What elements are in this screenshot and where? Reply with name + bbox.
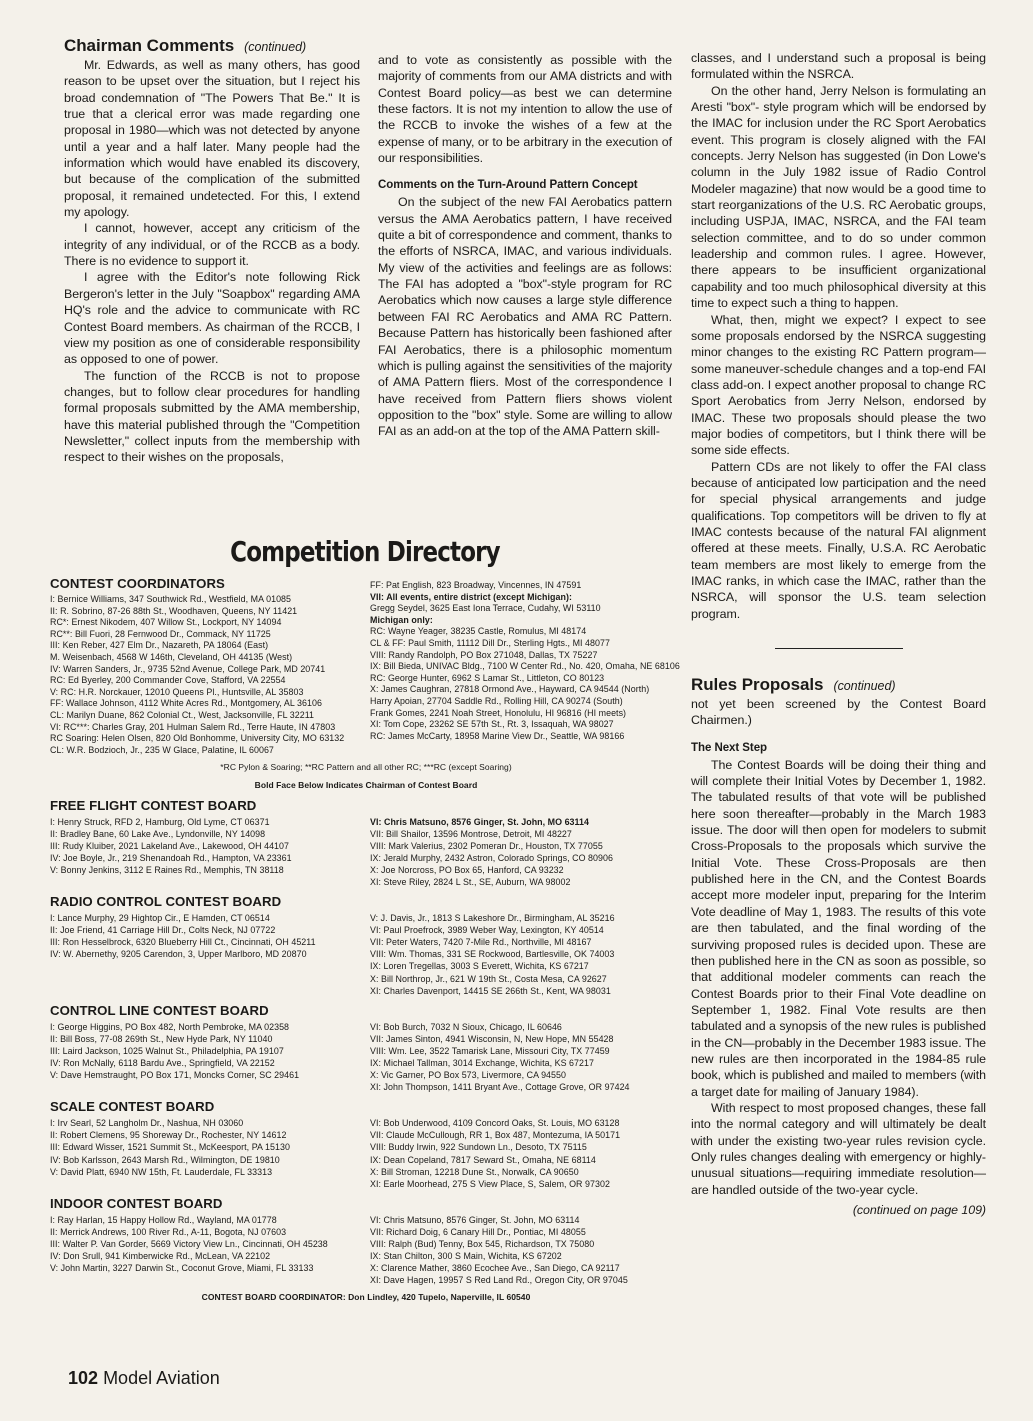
contest-board-section <box>50 894 682 997</box>
col1-paragraphs <box>64 57 360 466</box>
directory-entry: XI: Tom Cope, 23262 SE 57th St., Rt. 3, Issaquah, WA 98027 <box>370 719 614 730</box>
paragraph: classes, and I understand such a proposal is being formulated within the NSRCA. <box>691 51 986 82</box>
directory-entry: IV: Don Srull, 941 Kimberwicke Rd., McLean, VA 22102 <box>50 1251 271 1262</box>
section-heading: RADIO CONTROL CONTEST BOARD <box>50 894 282 910</box>
contest-board-section <box>50 1196 682 1287</box>
directory-entry: IX: Loren Tregellas, 3003 S Everett, Wichita, KS 67217 <box>370 961 589 972</box>
directory-entry: III: Laird Jackson, 1025 Walnut St., Philadelphia, PA 19107 <box>50 1045 284 1056</box>
contest-board-section <box>50 798 682 889</box>
directory-entry: X: Clarence Mather, 3860 Ecochee Ave., San Diego, CA 92117 <box>370 1263 620 1274</box>
column-1 <box>64 36 360 466</box>
directory-entry: I: Lance Murphy, 29 Hightop Cir., E Hamden, CT 06514 <box>50 913 270 924</box>
rules-paragraphs <box>691 757 986 1198</box>
directory-entry: VI: Bob Burch, 7032 N Sioux, Chicago, IL 60646 <box>370 1021 562 1032</box>
directory-entry: III: Ken Reber, 427 Elm Dr., Nazareth, PA 18064 (East) <box>50 640 269 651</box>
directory-entry: VI: Bob Underwood, 4109 Concord Oaks, St. Louis, MO 63128 <box>370 1118 620 1129</box>
directory-entry: RC: James McCarty, 18958 Marine View Dr., Seattle, WA 98166 <box>370 730 625 741</box>
directory-entry: X: Bill Northrop, Jr., 621 W 19th St., Costa Mesa, CA 92627 <box>370 973 607 984</box>
directory-entry: III: Rudy Kluiber, 2021 Lakeland Ave., Lakewood, OH 44107 <box>50 840 290 851</box>
directory-entry: II: Merrick Andrews, 100 River Rd., A-11, Bogota, NJ 07603 <box>50 1226 287 1237</box>
directory-entry: VII: Richard Doig, 6 Canary Hill Dr., Pontiac, MI 48055 <box>370 1226 586 1237</box>
directory-entry: I: Bernice Williams, 347 Southwick Rd., Westfield, MA 01085 <box>50 594 292 604</box>
turnaround-subheading: Comments on the Turn-Around Pattern Concept <box>378 179 638 192</box>
directory-entry: IX: Jerald Murphy, 2432 Astron, Colorado Springs, CO 80906 <box>370 852 613 863</box>
directory-entry: I: Irv Searl, 52 Langholm Dr., Nashua, NH 03060 <box>50 1118 244 1129</box>
directory-entry: I: Henry Struck, RFD 2, Hamburg, Old Lyme, CT 06371 <box>50 816 270 827</box>
directory-entry: VII: All events, entire district (except Michigan): <box>370 591 572 602</box>
directory-entry: V: RC: H.R. Norckauer, 12010 Queens Pl., Huntsville, AL 35803 <box>50 686 304 697</box>
section-heading: INDOOR CONTEST BOARD <box>50 1195 223 1211</box>
contest-board-section <box>50 1003 682 1094</box>
directory-entry: VIII: Buddy Irwin, 922 Sundown Ln., Desoto, TX 75115 <box>370 1142 587 1153</box>
next-step-subheading: The Next Step <box>691 741 768 754</box>
directory-entry: VI: Chris Matsuno, 8576 Ginger, St. John, MO 63114 <box>370 816 590 827</box>
contest-boards <box>50 798 682 1287</box>
coordinators-right <box>370 580 682 742</box>
directory-entry: IX: Bill Bieda, UNIVAC Bldg., 7100 W Center Rd., No. 420, Omaha, NE 68106 <box>370 661 680 672</box>
competition-directory <box>50 576 682 1310</box>
directory-entry: I: Ray Harlan, 15 Happy Hollow Rd., Wayland, MA 01778 <box>50 1214 277 1225</box>
directory-entry: V: John Martin, 3227 Darwin St., Coconut Grove, Miami, FL 33133 <box>50 1263 314 1274</box>
competition-directory-title: Competition Directory <box>230 535 500 568</box>
directory-entry: VII: Peter Waters, 7420 7-Mile Rd., Northville, MI 48167 <box>370 937 592 948</box>
coordinators-left <box>50 594 362 756</box>
paragraph: I cannot, however, accept any criticism of the integrity of any individual, or of the RCCB as a body. There is no evidence to support it. <box>64 221 360 269</box>
directory-entry: X: James Caughran, 27818 Ormond Ave., Hayward, CA 94544 (North) <box>370 684 650 695</box>
contest-board-coordinator: CONTEST BOARD COORDINATOR: Don Lindley, 420 Tupelo, Naperville, IL 60540 <box>201 1292 531 1303</box>
directory-entry: IX: Michael Tallman, 3014 Exchange, Wichita, KS 67217 <box>370 1058 594 1068</box>
directory-entry: VII: Claude McCullough, RR 1, Box 487, Montezuma, IA 50171 <box>370 1130 621 1141</box>
directory-entry: VIII: Mark Valerius, 2302 Pomeran Dr., Houston, TX 77055 <box>370 840 603 851</box>
directory-entry: Michigan only: <box>370 614 433 625</box>
directory-entry: XI: John Thompson, 1411 Bryant Ave., Cottage Grove, OR 97424 <box>370 1082 630 1093</box>
paragraph: not yet been screened by the Contest Board Chairmen.) <box>691 697 986 728</box>
column-3 <box>691 50 986 1218</box>
directory-entry: IV: W. Abernethy, 9205 Carendon, 3, Upper Marlboro, MD 20870 <box>50 949 307 960</box>
directory-entry: VII: James Sinton, 4941 Wisconsin, N, New Hope, MN 55428 <box>370 1033 614 1044</box>
directory-entry: VI: RC***: Charles Gray, 201 Hulman Salem Rd., Terre Haute, IN 47803 <box>50 721 336 732</box>
directory-entry: X: Bill Stroman, 12218 Dune St., Norwalk, CA 90650 <box>370 1166 579 1177</box>
directory-entry: IV: Warren Sanders, Jr., 9735 52nd Avenue, College Park, MD 20741 <box>50 663 326 674</box>
magazine-name: Model Aviation <box>103 1368 220 1388</box>
directory-entry: RC: Wayne Yeager, 38235 Castle, Romulus, MI 48174 <box>370 626 587 637</box>
directory-entry: VIII: Randy Randolph, PO Box 271048, Dallas, TX 75227 <box>370 649 598 660</box>
directory-entry: CL: W.R. Bodzioch, Jr., 235 W Glace, Palatine, IL 60067 <box>50 744 274 755</box>
directory-entry: IV: Bob Karlsson, 2643 Marsh Rd., Wilmington, DE 19810 <box>50 1154 280 1165</box>
section-heading: SCALE CONTEST BOARD <box>50 1099 215 1115</box>
directory-entry: IV: Joe Boyle, Jr., 219 Shenandoah Rd., Hampton, VA 23361 <box>50 852 292 863</box>
directory-entry: CL & FF: Paul Smith, 11112 Dill Dr., Sterling Hgts., MI 48077 <box>370 637 610 648</box>
directory-entry: II: R. Sobrino, 87-26 88th St., Woodhaven, Queens, NY 11421 <box>50 605 298 616</box>
section-divider <box>775 648 903 649</box>
directory-entry: III: Ron Hesselbrock, 6320 Blueberry Hill Ct., Cincinnati, OH 45211 <box>50 937 316 948</box>
directory-entry: V: David Platt, 6940 NW 15th, Ft. Lauderdale, FL 33313 <box>50 1166 273 1177</box>
directory-entry: VIII: Wm. Thomas, 331 SE Rockwood, Bartlesville, OK 74003 <box>370 949 615 960</box>
directory-entry: IX: Stan Chilton, 300 S Main, Wichita, KS 67202 <box>370 1251 562 1262</box>
directory-entry: XI: Steve Riley, 2824 L St., SE, Auburn, WA 98002 <box>370 876 571 887</box>
bold-face-note: Bold Face Below Indicates Chairman of Contest Board <box>254 779 478 790</box>
paragraph: What, then, might we expect? I expect to see some proposals endorsed by the NSRCA suggesting minor changes to the existing RC Pattern program—some maneuver-schedule changes and a top-end FAI class add-on. I expect another proposal to change RC Sport Aerobatics from Jerry Nelson, endorsed by IMAC. These two proposals should please the two major bodies of competitors, but I think there will be some side effects. <box>691 312 986 458</box>
directory-entry: FF: Wallace Johnson, 4112 White Acres Rd., Montgomery, AL 36106 <box>50 698 322 709</box>
paragraph: Mr. Edwards, as well as many others, has good reason to be upset over the situation, but I reject his broad condemnation of "The Powers That Be." It is true that a clerical error was made regarding one proposal in 1980—which was not detected by anyone until a year and a half later. Many people had the information which would have enabled its discovery, but because of the complication of the submitted proposal, it remained undetected. For this, I extend my apology. <box>64 58 360 220</box>
directory-entry: II: Bill Boss, 77-08 269th St., New Hyde Park, NY 11040 <box>50 1033 273 1044</box>
directory-entry: CL: Marilyn Duane, 862 Colonial Ct., West, Jacksonville, FL 32211 <box>50 709 315 720</box>
directory-entry: V: Bonny Jenkins, 3112 E Raines Rd., Memphis, TN 38118 <box>50 864 284 875</box>
column-2 <box>378 52 672 440</box>
directory-entry: III: Edward Wisser, 1521 Summit St., McKeesport, PA 15130 <box>50 1142 290 1153</box>
paragraph: The Contest Boards will be doing their thing and will complete their Initial Votes by December 1, 1982. The tabulated results of that vote will be published here soon thereafter—probably in the March 1983 issue. The door will then open for modelers to submit Cross-Proposals to the proposals which survive the Initial Vote. These Cross-Proposals are then published here in the CN, and the Contest Boards accept more modeler input, preparing for the Interim Vote deadline of May 1, 1983. The results of this vote are then tabulated, and the final wording of the surviving proposed rules is decided upon. These are then published here in the CN as soon as possible, so that additional modeler comments can reach the Contest Boards prior to their Final Vote deadline on September 1, 1982. Final Vote results are then tabulated and a synopsis of the new rules is published in the CN—probably in the December 1983 issue. The new rules are then incorporated in the 1984-85 rule book, which is published and mailed to members (with a target date for mailing of January 1984). <box>691 757 986 1099</box>
paragraph: On the other hand, Jerry Nelson is formulating an Aresti "box"- style program which will be endorsed by the IMAC for inclusion under the RC Sport Aerobatics event. This program is closely aligned with the FAI concepts. Jerry Nelson has suggested (in Don Lowe's column in the July 1982 issue of Radio Control Modeler magazine) that now would be a good time to start reorganizations of the U.S. RC Aerobatic groups, including USPJA, IMAC, NSRCA, and the FAI team selection committee, and to do so under common leadership and common rules. I agree. However, there appears to be insufficient organizational capability and too much philosophical diversity at this time to expect such a thing to happen. <box>691 83 986 311</box>
page-number: 102 <box>68 1368 99 1388</box>
directory-entry: XI: Charles Davenport, 14415 SE 266th St., Kent, WA 98031 <box>370 985 611 996</box>
directory-entry: V: Dave Hemstraught, PO Box 171, Moncks Corner, SC 29461 <box>50 1070 300 1081</box>
col2-paragraphs <box>378 194 672 439</box>
directory-entry: VIII: Ralph (Bud) Tenny, Box 545, Richardson, TX 75080 <box>370 1239 595 1250</box>
directory-entry: X: Vic Garner, PO Box 573, Livermore, CA 94550 <box>370 1070 567 1081</box>
col3-paragraphs <box>691 83 986 622</box>
directory-entry: RC: George Hunter, 6962 S Lamar St., Littleton, CO 80123 <box>370 672 605 683</box>
contest-board-section <box>50 1099 682 1190</box>
directory-entry: Frank Gomes, 2241 Noah Street, Honolulu, HI 96816 (HI meets) <box>370 707 627 718</box>
directory-entry: X: Joe Norcross, PO Box 65, Hanford, CA 93232 <box>370 864 564 875</box>
directory-entry: VII: Bill Shailor, 13596 Montrose, Detroit, MI 48227 <box>370 828 572 839</box>
directory-entry: XI: Dave Hagen, 19957 S Red Land Rd., Oregon City, OR 97045 <box>370 1275 628 1286</box>
directory-entry: XI: Earle Moorhead, 275 S View Place, S, Salem, OR 97302 <box>370 1178 610 1189</box>
section-heading: FREE FLIGHT CONTEST BOARD <box>50 797 257 813</box>
directory-entry: RC: Ed Byerley, 200 Commander Cove, Stafford, VA 22554 <box>50 675 286 686</box>
directory-entry: RC Soaring: Helen Olsen, 820 Old Bonhomme, University City, MO 63132 <box>50 733 345 744</box>
paragraph: I agree with the Editor's note following Rick Bergeron's letter in the July "Soapbox" regarding AMA HQ's role and the advice to communicate with RC Contest Board members. As chairman of the RCCB, I view my position as one of considerable responsibility as opposed to one of power. <box>64 270 360 367</box>
section-heading: CONTROL LINE CONTEST BOARD <box>50 1002 269 1018</box>
directory-entry: M. Weisenbach, 4568 W 146th, Cleveland, OH 44135 (West) <box>50 651 293 662</box>
page-footer <box>68 1368 220 1389</box>
paragraph: With respect to most proposed changes, these fall into the normal category and will ultimately be dealt with under the existing two-year rules revision cycle. Only rules changes dealing with emergency or highly-unusual situations—requiring immediate resolution—are handled outside of the two-year cycle. <box>691 1100 986 1197</box>
footnote-legend: *RC Pylon & Soaring; **RC Pattern and all other RC; ***RC (except Soaring) <box>220 762 512 773</box>
directory-entry: III: Walter P. Van Gorder, 5669 Victory View Ln., Cincinnati, OH 45238 <box>50 1239 328 1250</box>
directory-entry: II: Robert Clemens, 95 Shoreway Dr., Rochester, NY 14612 <box>50 1130 287 1141</box>
directory-entry: RC*: Ernest Nikodem, 407 Willow St., Lockport, NY 14094 <box>50 617 282 628</box>
directory-entry: Gregg Seydel, 3625 East Iona Terrace, Cudahy, WI 53110 <box>370 603 601 614</box>
paragraph: On the subject of the new FAI Aerobatics pattern versus the AMA Aerobatics pattern, I have received quite a bit of correspondence and comment, thanks to the efforts of NSRCA, IMAC, and various individuals. My view of the activities and feelings are as follows: The FAI has adopted a "box"-style program for RC Aerobatics which now causes a large style difference between FAI RC Aerobatics and AMA RC Pattern. Because Pattern has historically been fashioned after FAI Aerobatics, there is a philosophic momentum which is pulling against the sensitivities of the majority of AMA Pattern fliers. Most of the correspondence I have received from Pattern fliers shows violent opposition to the "box" style. Some are willing to allow FAI as an add-on at the top of the AMA Pattern skill- <box>378 195 672 439</box>
continued-on-note: (continued on page 109) <box>852 1203 986 1217</box>
directory-entry: VI: Chris Matsuno, 8576 Ginger, St. John, MO 63114 <box>370 1214 580 1225</box>
rules-proposals-heading: Rules Proposals (continued) <box>691 675 896 695</box>
chairman-comments-heading: Chairman Comments (continued) <box>64 36 307 55</box>
section-heading: CONTEST COORDINATORS <box>50 576 225 591</box>
directory-entry: VIII: Wm. Lee, 3522 Tamarisk Lane, Missouri City, TX 77459 <box>370 1045 610 1056</box>
directory-entry: Harry Apoian, 27704 Saddle Rd., Rolling Hill, CA 90274 (South) <box>370 695 623 706</box>
contest-coordinators <box>50 576 682 756</box>
directory-entry: II: Bradley Bane, 60 Lake Ave., Lyndonville, NY 14098 <box>50 828 266 839</box>
directory-entry: IX: Dean Copeland, 7817 Seward St., Omaha, NE 68114 <box>370 1154 596 1165</box>
paragraph: and to vote as consistently as possible with the majority of comments from our AMA districts and with Contest Board policy—as best we can determine these factors. It is not my intention to allow the use of the RCCB to invoke the wishes of a few at the expense of many, or to be arbitrary in the execution of our responsibilities. <box>378 53 672 166</box>
directory-entry: VI: Paul Proefrock, 3989 Weber Way, Lexington, KY 40514 <box>370 925 604 936</box>
directory-entry: II: Joe Friend, 41 Carriage Hill Dr., Colts Neck, NJ 07722 <box>50 925 276 936</box>
paragraph: The function of the RCCB is not to propose changes, but to follow clear procedures for handling formal proposals submitted by the AMA membership, have this material published through the "Competition Newsletter," collect inputs from the membership with respect to their wishes on the proposals, <box>64 368 360 465</box>
directory-entry: IV: Ron McNally, 6118 Bardu Ave., Springfield, VA 22152 <box>50 1058 275 1068</box>
directory-entry: FF: Pat English, 823 Broadway, Vincennes, IN 47591 <box>370 580 582 590</box>
directory-entry: I: George Higgins, PO Box 482, North Pembroke, MA 02358 <box>50 1021 290 1032</box>
paragraph: Pattern CDs are not likely to offer the FAI class because of anticipated low participation and the need for special physical arrangements and judge qualifications. Top competitors will be driven to fly at IMAC contests because of the natural FAI alignment offered at these meets. Finally, U.S.A. RC Aerobatic team members are most likely to emerge from the IMAC ranks, in which case the IMAC, rather than the NSRCA, will sponsor the U.S. team selection program. <box>691 459 986 621</box>
directory-entry: V: J. Davis, Jr., 1813 S Lakeshore Dr., Birmingham, AL 35216 <box>370 913 615 924</box>
directory-entry: RC**: Bill Fuori, 28 Fernwood Dr., Commack, NY 11725 <box>50 628 271 639</box>
